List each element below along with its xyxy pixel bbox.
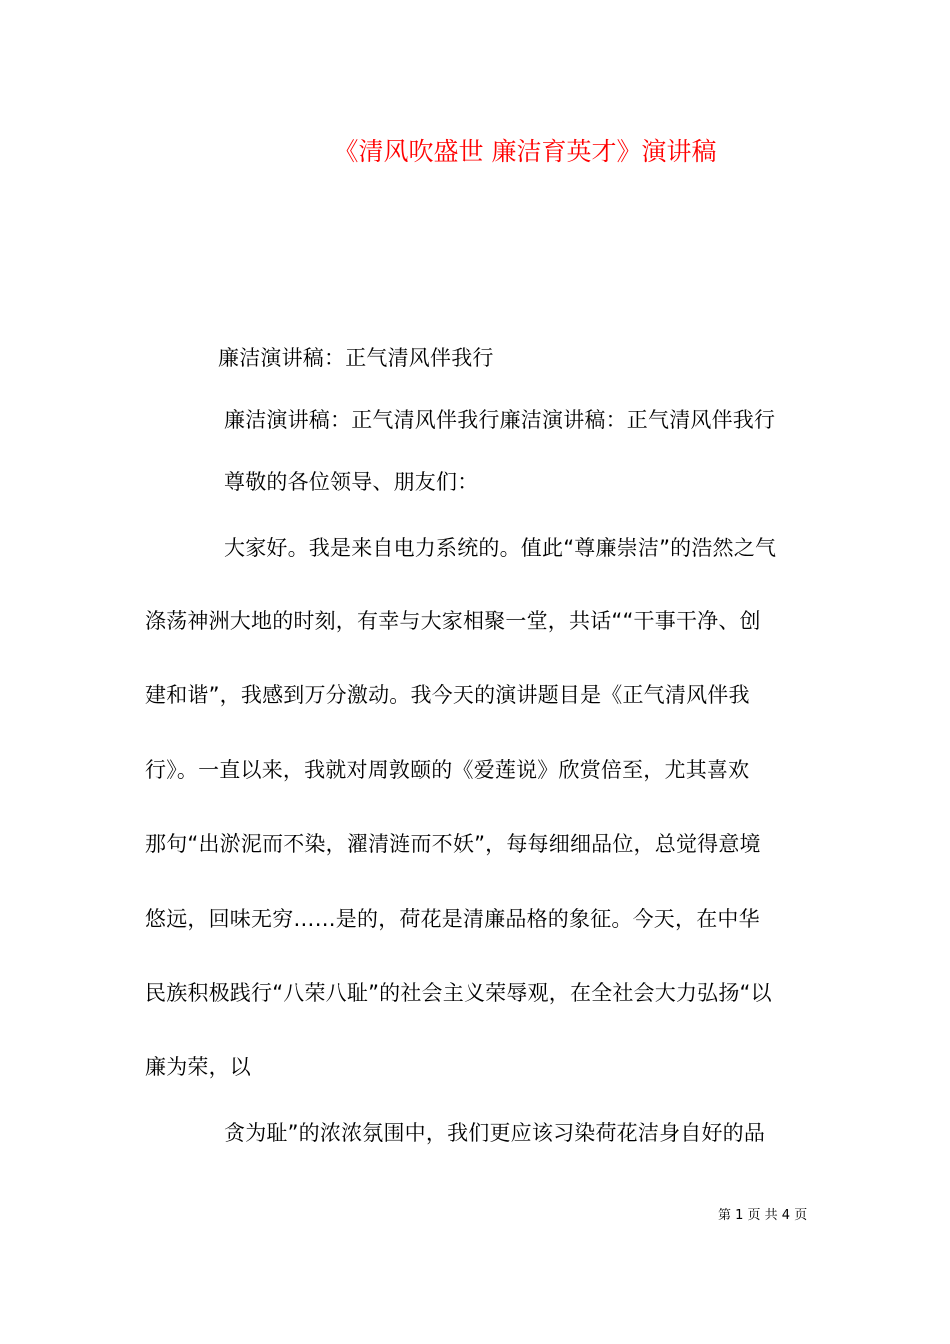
paragraph-line: 廉洁演讲稿：正气清风伴我行廉洁演讲稿：正气清风伴我行 xyxy=(224,408,776,432)
page-footer: 第 1 页 共 4 页 xyxy=(718,1208,808,1223)
paragraph-line: 建和谐”，我感到万分激动。我今天的演讲题目是《正气清风伴我 xyxy=(145,683,750,707)
paragraph-line: 悠远，回味无穷……是的，荷花是清廉品格的象征。今天，在中华 xyxy=(145,907,760,931)
paragraph-line: 民族积极践行“八荣八耻”的社会主义荣辱观，在全社会大力弘扬“以 xyxy=(145,981,772,1005)
paragraph-line: 贪为耻”的浓浓氛围中，我们更应该习染荷花洁身自好的品 xyxy=(224,1121,766,1145)
paragraph-line: 行》。一直以来，我就对周敦颐的《爱莲说》欣赏倍至，尤其喜欢 xyxy=(145,758,750,782)
paragraph-line: 廉为荣，以 xyxy=(145,1055,251,1079)
paragraph-line: 涤荡神洲大地的时刻，有幸与大家相聚一堂，共话““干事干净、创 xyxy=(145,609,761,633)
paragraph-line: 尊敬的各位领导、朋友们： xyxy=(224,470,479,494)
paragraph-line: 大家好。我是来自电力系统的。值此“尊廉崇洁”的浩然之气 xyxy=(224,536,777,560)
document-title: 《清风吹盛世 廉洁育英才》演讲稿 xyxy=(333,137,717,166)
paragraph-line: 那句“出淤泥而不染，濯清涟而不妖”，每每细细品位，总觉得意境 xyxy=(145,832,761,856)
paragraph-line: 廉洁演讲稿：正气清风伴我行 xyxy=(218,346,494,370)
